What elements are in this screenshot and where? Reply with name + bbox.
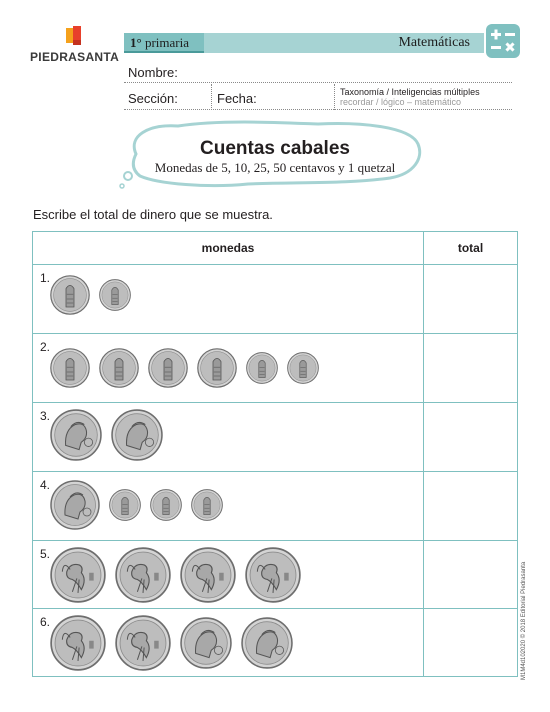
coin-5c-icon [150,489,182,521]
coins-cell [33,265,424,333]
coin-1q-icon [115,547,171,603]
coin-10c-icon [50,348,90,388]
page-title: Cuentas cabales [200,138,350,159]
name-field[interactable] [124,82,512,83]
table-row [33,334,517,403]
row-number: 1. [40,271,51,285]
coins-cell [33,334,424,402]
coin-1q-icon [115,615,171,671]
coin-1q-icon [50,615,106,671]
row-number: 4. [40,478,51,492]
taxonomy-title: Taxonomía / Inteligencias múltiples [340,87,480,97]
coin-group [50,348,319,388]
book-logo-icon [64,26,84,46]
table-row [33,403,517,472]
coin-5c-icon [191,489,223,521]
section-date-field[interactable] [124,109,512,110]
table-row [33,472,517,541]
instruction-text: Escribe el total de dinero que se muestra. [33,207,273,222]
page-subtitle: Monedas de 5, 10, 25, 50 centavos y 1 quetzal [154,160,396,175]
grade-number: 1° [130,35,142,50]
coin-group [50,409,163,461]
header-bar [124,33,484,53]
total-answer-cell[interactable] [424,472,517,540]
coin-group [50,547,301,603]
total-answer-cell[interactable] [424,334,517,402]
header-total: total [424,232,517,265]
total-answer-cell[interactable] [424,265,517,333]
coin-1q-icon [180,547,236,603]
coin-5c-icon [99,279,131,311]
publisher-logo [30,26,122,66]
coins-cell [33,609,424,676]
name-label: Nombre: [128,65,178,80]
coins-cell [33,541,424,608]
date-label: Fecha: [217,91,257,106]
coin-5c-icon [287,352,319,384]
coin-group [50,615,293,671]
coin-1q-icon [245,547,301,603]
coin-25c-icon [180,617,232,669]
grade-word: primaria [144,35,189,50]
subject-label: Matemáticas [398,35,470,50]
header-coins: monedas [33,232,424,265]
coins-cell [33,472,424,540]
plus-minus-times-icon [486,24,520,58]
coin-50c-icon [50,480,100,530]
coins-table [32,231,518,677]
field-divider [211,84,212,110]
taxonomy-subtitle: recordar / lógico – matemático [340,97,462,107]
row-number: 3. [40,409,51,423]
coin-1q-icon [50,547,106,603]
coin-10c-icon [50,275,90,315]
row-number: 2. [40,340,51,354]
table-row [33,609,517,676]
table-row [33,541,517,609]
coin-5c-icon [246,352,278,384]
field-divider [334,84,335,110]
total-answer-cell[interactable] [424,541,517,608]
total-answer-cell[interactable] [424,609,517,676]
row-number: 5. [40,547,51,561]
publisher-name: PIEDRASANTA [30,50,120,64]
row-number: 6. [40,615,51,629]
coin-25c-icon [50,409,102,461]
coin-25c-icon [241,617,293,669]
footer-code: M1M4d102020 © 2018 Editorial Piedrasanta [521,561,527,680]
section-label: Sección: [128,91,178,106]
grade-label [130,35,189,51]
coin-25c-icon [111,409,163,461]
coin-group [50,275,131,315]
coins-cell [33,403,424,471]
coin-10c-icon [197,348,237,388]
coin-10c-icon [99,348,139,388]
coin-10c-icon [148,348,188,388]
coin-5c-icon [109,489,141,521]
coin-group [50,480,223,530]
total-answer-cell[interactable] [424,403,517,471]
table-row [33,265,517,334]
